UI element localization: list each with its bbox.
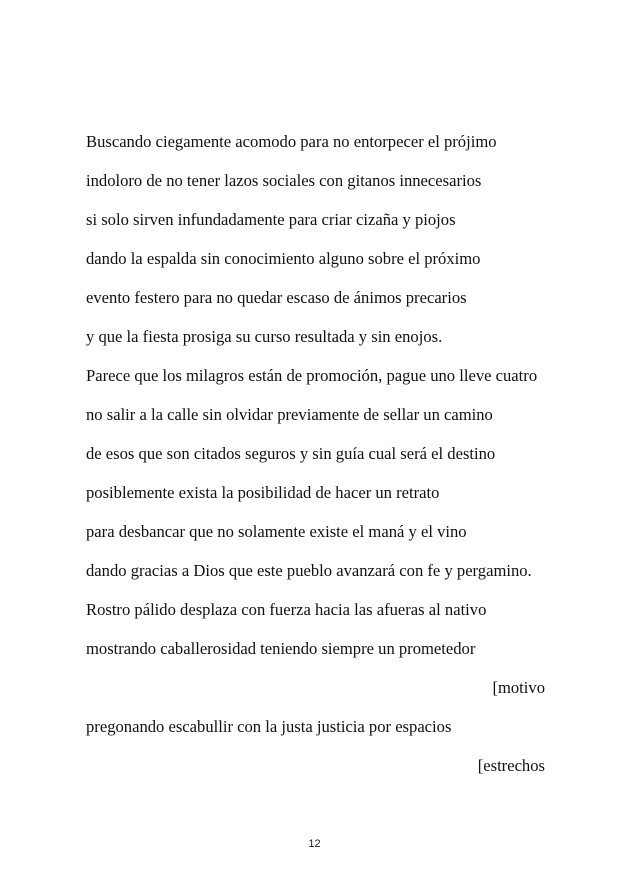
poem-line: dando gracias a Dios que este pueblo avanzará con fe y pergamino. [86, 561, 532, 580]
poem-line: si solo sirven infundadamente para criar cizaña y piojos [86, 210, 456, 229]
poem-line-continuation: [estrechos [477, 756, 545, 775]
page-number: 12 [308, 838, 321, 850]
poem-line-continuation: [motivo [492, 678, 545, 697]
poem-line: posiblemente exista la posibilidad de hacer un retrato [86, 483, 440, 502]
poem-line: de esos que son citados seguros y sin guía cual será el destino [86, 444, 496, 463]
poem-line: para desbancar que no solamente existe el maná y el vino [86, 522, 467, 541]
poem-body [86, 122, 586, 785]
poem-line: mostrando caballerosidad teniendo siempre un prometedor [86, 639, 476, 658]
poem-line: dando la espalda sin conocimiento alguno sobre el próximo [86, 249, 481, 268]
poem-line: pregonando escabullir con la justa justicia por espacios [86, 717, 452, 736]
poem-line: Buscando ciegamente acomodo para no entorpecer el prójimo [86, 132, 497, 151]
poem-line: Rostro pálido desplaza con fuerza hacia las afueras al nativo [86, 600, 487, 619]
poem-line: indoloro de no tener lazos sociales con gitanos innecesarios [86, 171, 482, 190]
poem-line: y que la fiesta prosiga su curso resultada y sin enojos. [86, 327, 443, 346]
poem-line: no salir a la calle sin olvidar previamente de sellar un camino [86, 405, 493, 424]
poem-line: evento festero para no quedar escaso de ánimos precarios [86, 288, 467, 307]
poem-line: Parece que los milagros están de promoción, pague uno lleve cuatro [86, 366, 538, 385]
